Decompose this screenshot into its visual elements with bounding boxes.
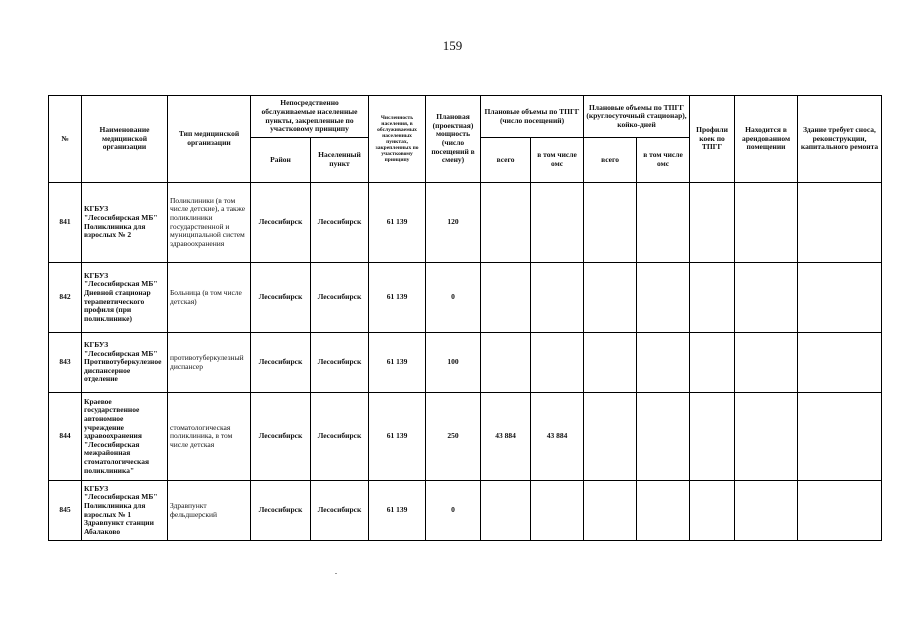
header-visits-total: всего	[481, 138, 531, 183]
row-bed-profile	[690, 481, 735, 541]
row-rented	[735, 393, 798, 481]
row-org-type: Больница (в том числе детская)	[168, 263, 251, 333]
row-population: 61 139	[369, 333, 426, 393]
row-settlement: Лесосибирск	[311, 393, 369, 481]
row-visits-total	[481, 481, 531, 541]
row-visits-oms	[531, 183, 584, 263]
header-needs-repair: Здание требует сноса, реконструкции, капитального ремонта	[798, 96, 882, 183]
header-bed-profile: Профили коек по ТПГГ	[690, 96, 735, 183]
row-org-name: КГБУЗ "Лесосибирская МБ" Поликлиника для взрослых № 2	[82, 183, 168, 263]
medical-organizations-table	[48, 95, 882, 541]
header-capacity: Плановая (проектная) мощность (число посещений в смену)	[426, 96, 481, 183]
row-beds-oms	[637, 263, 690, 333]
header-org-name: Наименование медицинской организации	[82, 96, 168, 183]
row-beds-total	[584, 333, 637, 393]
header-visits-oms: в том числе омс	[531, 138, 584, 183]
row-visits-oms	[531, 481, 584, 541]
table-row	[49, 183, 882, 263]
header-org-type: Тип медицинской организации	[168, 96, 251, 183]
row-visits-oms: 43 884	[531, 393, 584, 481]
header-rented: Находится в арендованном помещении	[735, 96, 798, 183]
table-row	[49, 481, 882, 541]
row-rented	[735, 333, 798, 393]
row-org-name: КГБУЗ "Лесосибирская МБ" Поликлиника для взрослых № 1 Здравпункт станции Абалаково	[82, 481, 168, 541]
row-beds-oms	[637, 183, 690, 263]
row-capacity: 0	[426, 481, 481, 541]
row-visits-oms	[531, 333, 584, 393]
row-num: 844	[49, 393, 82, 481]
row-beds-total	[584, 393, 637, 481]
table-row	[49, 263, 882, 333]
header-settlement: Населенный пункт	[311, 138, 369, 183]
row-bed-profile	[690, 393, 735, 481]
row-settlement: Лесосибирск	[311, 481, 369, 541]
row-district: Лесосибирск	[251, 183, 311, 263]
row-capacity: 0	[426, 263, 481, 333]
row-population: 61 139	[369, 263, 426, 333]
row-capacity: 100	[426, 333, 481, 393]
header-served-settlements: Непосредственно обслуживаемые населенные пункты, закрепленные по участковому принципу	[251, 96, 369, 138]
header-beds-oms: в том числе омс	[637, 138, 690, 183]
row-num: 843	[49, 333, 82, 393]
row-rented	[735, 263, 798, 333]
row-org-type: стоматологическая поликлиника, в том числе детская	[168, 393, 251, 481]
row-population: 61 139	[369, 481, 426, 541]
header-population: Численность населения, в обслуживаемых населенных пунктах, закрепленных по участковому принципу	[369, 96, 426, 183]
row-capacity: 120	[426, 183, 481, 263]
row-num: 845	[49, 481, 82, 541]
row-district: Лесосибирск	[251, 263, 311, 333]
row-org-name: КГБУЗ "Лесосибирская МБ" Противотуберкулезное диспансерное отделение	[82, 333, 168, 393]
row-needs-repair	[798, 263, 882, 333]
row-bed-profile	[690, 263, 735, 333]
row-org-type: Здравпункт фельдшерский	[168, 481, 251, 541]
row-org-name: КГБУЗ "Лесосибирская МБ" Дневной стационар терапевтического профиля (при поликлинике)	[82, 263, 168, 333]
row-population: 61 139	[369, 393, 426, 481]
header-num: №	[49, 96, 82, 183]
row-needs-repair	[798, 333, 882, 393]
row-beds-oms	[637, 333, 690, 393]
row-needs-repair	[798, 393, 882, 481]
row-visits-oms	[531, 263, 584, 333]
header-beds-total: всего	[584, 138, 637, 183]
header-visits-volume: Плановые объемы по ТПГГ (число посещений)	[481, 96, 584, 138]
row-visits-total	[481, 333, 531, 393]
row-num: 841	[49, 183, 82, 263]
row-bed-profile	[690, 183, 735, 263]
row-district: Лесосибирск	[251, 481, 311, 541]
scan-speck	[335, 573, 337, 574]
row-rented	[735, 183, 798, 263]
row-visits-total	[481, 263, 531, 333]
row-beds-total	[584, 183, 637, 263]
row-bed-profile	[690, 333, 735, 393]
header-district: Район	[251, 138, 311, 183]
row-org-type: Поликлиники (в том числе детские), а также поликлиники государственной и муниципальной систем здравоохранения	[168, 183, 251, 263]
row-num: 842	[49, 263, 82, 333]
row-org-name: Краевое государственное автономное учреждение здравоохранения "Лесосибирская межрайонная стоматологическая поликлиника"	[82, 393, 168, 481]
row-rented	[735, 481, 798, 541]
row-needs-repair	[798, 481, 882, 541]
page-number: 159	[442, 38, 463, 53]
row-beds-oms	[637, 481, 690, 541]
row-visits-total	[481, 183, 531, 263]
row-population: 61 139	[369, 183, 426, 263]
row-district: Лесосибирск	[251, 393, 311, 481]
header-beds-volume: Плановые объемы по ТПГГ (круглосуточный стационар), койко-дней	[584, 96, 690, 138]
row-capacity: 250	[426, 393, 481, 481]
row-settlement: Лесосибирск	[311, 333, 369, 393]
row-visits-total: 43 884	[481, 393, 531, 481]
row-org-type: противотуберкулезный диспансер	[168, 333, 251, 393]
row-beds-total	[584, 263, 637, 333]
row-district: Лесосибирск	[251, 333, 311, 393]
row-beds-oms	[637, 393, 690, 481]
row-needs-repair	[798, 183, 882, 263]
row-settlement: Лесосибирск	[311, 263, 369, 333]
table-row	[49, 393, 882, 481]
row-beds-total	[584, 481, 637, 541]
table-row	[49, 333, 882, 393]
row-settlement: Лесосибирск	[311, 183, 369, 263]
